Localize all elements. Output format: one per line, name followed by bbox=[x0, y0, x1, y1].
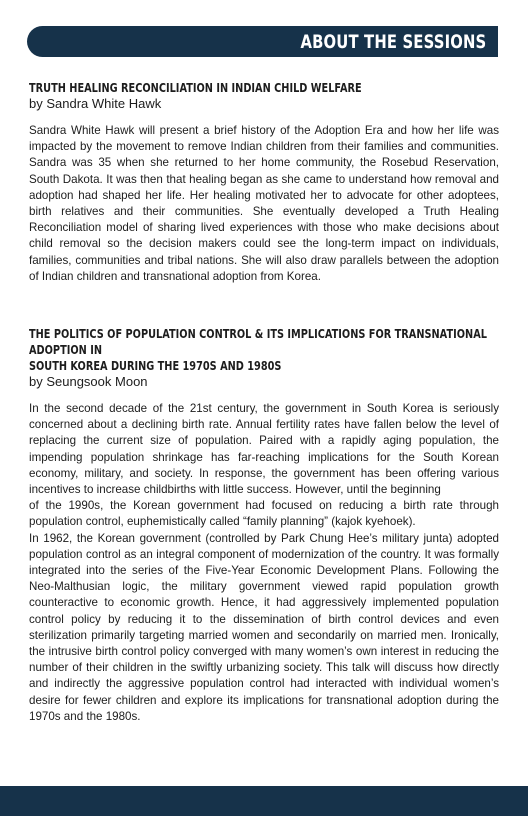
session-title-line-1: THE POLITICS OF POPULATION CONTROL & ITS IMPLICATIONS FOR TRANSNATIONAL ADOPTION IN bbox=[29, 326, 487, 357]
session-description bbox=[29, 401, 499, 725]
session-description bbox=[29, 123, 499, 285]
session-title: TRUTH HEALING RECONCILIATION IN INDIAN CHILD WELFARE bbox=[29, 80, 362, 95]
page-title: ABOUT THE SESSIONS bbox=[300, 30, 486, 53]
session-title-line-2: SOUTH KOREA DURING THE 1970S AND 1980S bbox=[29, 358, 282, 373]
session-author: by Seungsook Moon bbox=[29, 374, 148, 389]
session-paragraph: In 1962, the Korean government (controlled by Park Chung Hee’s military junta) adopted population control as an integral component of modernization of the country. It was formally integrated into the series of the Five-Year Economic Development Plans. Following the Neo-Malthusian logic, the military government viewed rapid population growth counteractive to economic growth. Hence, it had aggressively implemented population control policy by reducing it to the dissemination of birth control devices and even sterilization primarily targeting married women and secondarily on married men. Ironically, the intrusive birth control policy converged with many women’s own interest in reducing the number of their children in the swiftly urbanizing society. This talk will discuss how directly and indirectly the aggressive population control had interacted with individual women’s desire for fewer children and explore its implications for transnational adoption during the 1970s and the 1980s. bbox=[29, 531, 499, 723]
footer-bar bbox=[0, 786, 528, 816]
session-author: by Sandra White Hawk bbox=[29, 96, 162, 111]
session-population-control bbox=[29, 326, 499, 725]
session-truth-healing bbox=[29, 80, 499, 285]
session-paragraph: of the 1990s, the Korean government had focused on reducing a birth rate through population control, euphemistically called “family planning” (kajok kyehoek). bbox=[29, 499, 499, 529]
session-paragraph: Sandra White Hawk will present a brief history of the Adoption Era and how her life was impacted by the movement to remove Indian children from their families and communities. Sandra was 35 when she returned to her home community, the Rosebud Reservation, South Dakota. It was then that healing began as she came to understand how removal and adoption had shaped her life. Her healing motivated her to advocate for other adoptees, birth relatives and their communities. She eventually developed a Truth Healing Reconciliation model of sharing lived experiences with those who make decisions about child removal so the decision makers could see the long-term impact on individuals, families, communities and tribal nations. She will also draw parallels between the adoption of Indian children and transnational adoption from Korea. bbox=[29, 124, 499, 283]
session-paragraph: In the second decade of the 21st century, the government in South Korea is seriously concerned about a declining birth rate. Annual fertility rates have fallen below the level of replacing the current size of population. Paired with a rapidly aging population, the impending population shrinkage has far-reaching implications for the South Korean economy, military, and society. In response, the government has been offering various incentives to increase childbirths with little success. However, until the beginning bbox=[29, 402, 499, 497]
section-banner bbox=[27, 26, 498, 57]
